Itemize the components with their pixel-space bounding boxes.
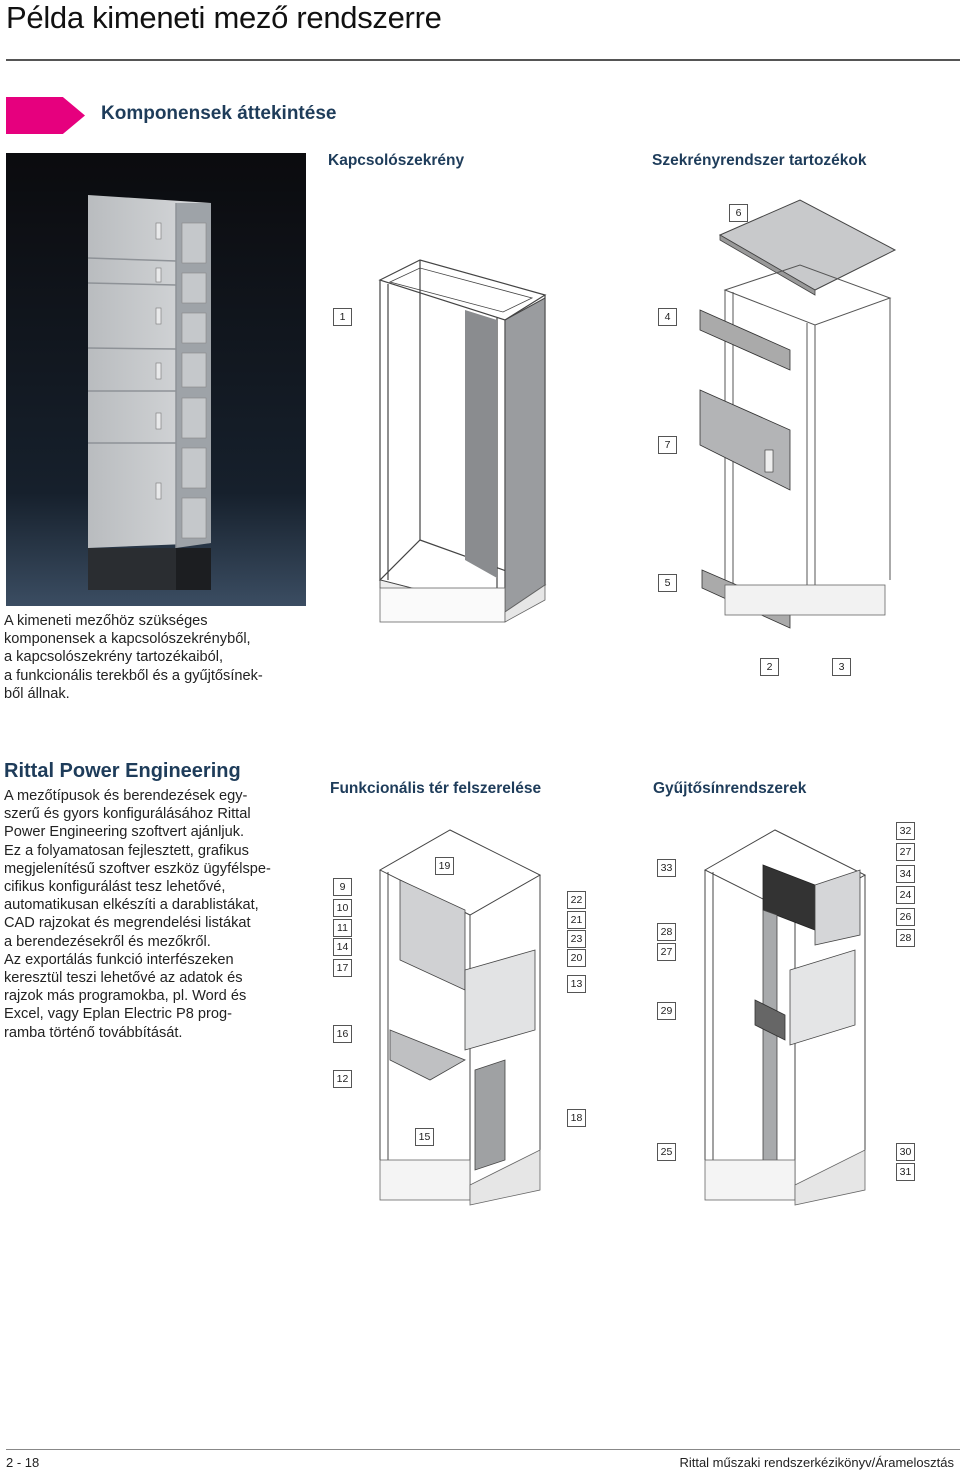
callout-number: 12: [333, 1070, 352, 1088]
callout-number: 2: [760, 658, 779, 676]
functional-space-drawing: [370, 820, 560, 1200]
callout-number: 24: [896, 886, 915, 904]
accessories-heading: Szekrényrendszer tartozékok: [652, 152, 867, 169]
callout-number: 6: [729, 204, 748, 222]
callout-number: 29: [657, 1002, 676, 1020]
callout-number: 4: [658, 308, 677, 326]
rpe-line: a berendezésekről és mezőkről.: [4, 933, 211, 950]
callout-number: 27: [657, 943, 676, 961]
accessories-drawing: [690, 190, 930, 630]
callout-number: 11: [333, 919, 352, 937]
callout-number: 13: [567, 975, 586, 993]
enclosure-photo-icon: [6, 153, 306, 606]
rpe-line: cifikus konfigurálást tesz lehetővé,: [4, 879, 226, 896]
callout-number: 10: [333, 899, 352, 917]
rpe-line: Power Engineering szoftvert ajánljuk.: [4, 824, 245, 841]
intro-line: A kimeneti mezőhöz szükséges: [4, 613, 208, 629]
rpe-heading: Rittal Power Engineering: [4, 760, 241, 782]
callout-number: 7: [658, 436, 677, 454]
page-number: 2 - 18: [6, 1455, 40, 1470]
title-divider: [6, 59, 960, 61]
publication-title: Rittal műszaki rendszerkézikönyv/Áramelosztás: [679, 1455, 954, 1470]
callout-number: 15: [415, 1128, 434, 1146]
functional-space-heading: Funkcionális tér felszerelése: [330, 780, 542, 797]
callout-number: 27: [896, 843, 915, 861]
callout-number: 33: [657, 859, 676, 877]
intro-line: ből állnak.: [4, 685, 70, 702]
rpe-line: ramba történő továbbítását.: [4, 1024, 183, 1041]
callout-number: 26: [896, 908, 915, 926]
callout-number: 25: [657, 1143, 676, 1161]
rpe-line: A mezőtípusok és berendezések egy-: [4, 788, 248, 804]
callout-number: 19: [435, 857, 454, 875]
rpe-line: Excel, vagy Eplan Electric P8 prog-: [4, 1006, 232, 1023]
callout-number: 14: [333, 938, 352, 956]
callout-number: 30: [896, 1143, 915, 1161]
rpe-line: CAD rajzokat és megrendelési listákat: [4, 915, 251, 932]
callout-number: 1: [333, 308, 352, 326]
callout-number: 28: [896, 929, 915, 947]
pink-arrow-marker-icon: [6, 97, 85, 134]
rpe-line: megjelenítésű szoftver eszköz ügyfélspe-: [4, 860, 271, 877]
callout-number: 16: [333, 1025, 352, 1043]
callout-number: 34: [896, 865, 915, 883]
rpe-line: rajzok más programokba, pl. Word és: [4, 988, 247, 1005]
callout-number: 31: [896, 1163, 915, 1181]
rpe-line: Ez a folyamatosan fejlesztett, grafikus: [4, 842, 249, 859]
intro-line: a kapcsolószekrény tartozékaiból,: [4, 649, 224, 666]
callout-number: 32: [896, 822, 915, 840]
rpe-line: keresztül teszi lehetővé az adatok és: [4, 970, 243, 987]
page-title: Példa kimeneti mező rendszerre: [6, 0, 442, 35]
section-heading: Komponensek áttekintése: [101, 103, 337, 124]
callout-number: 18: [567, 1109, 586, 1127]
rpe-line: Az exportálás funkció interfészeken: [4, 951, 234, 968]
callout-number: 28: [657, 923, 676, 941]
rpe-text: [4, 787, 304, 1042]
callout-number: 5: [658, 574, 677, 592]
callout-number: 22: [567, 891, 586, 909]
callout-number: 21: [567, 911, 586, 929]
callout-number: 23: [567, 930, 586, 948]
callout-number: 17: [333, 959, 352, 977]
rpe-line: szerű és gyors konfigurálásához Rittal: [4, 806, 251, 823]
rpe-line: automatikusan elkészíti a darablistákat,: [4, 897, 259, 914]
callout-number: 9: [333, 878, 352, 896]
footer-divider: [6, 1449, 960, 1450]
callout-number: 3: [832, 658, 851, 676]
enclosure-heading: Kapcsolószekrény: [328, 152, 465, 169]
busbar-drawing: [695, 820, 885, 1200]
enclosure-frame-drawing: [360, 240, 560, 630]
intro-text: [4, 612, 304, 703]
intro-line: komponensek a kapcsolószekrényből,: [4, 631, 251, 648]
callout-number: 20: [567, 949, 586, 967]
busbar-heading: Gyűjtősínrendszerek: [653, 780, 807, 797]
intro-line: a funkcionális terekből és a gyűjtősínek-: [4, 667, 263, 684]
